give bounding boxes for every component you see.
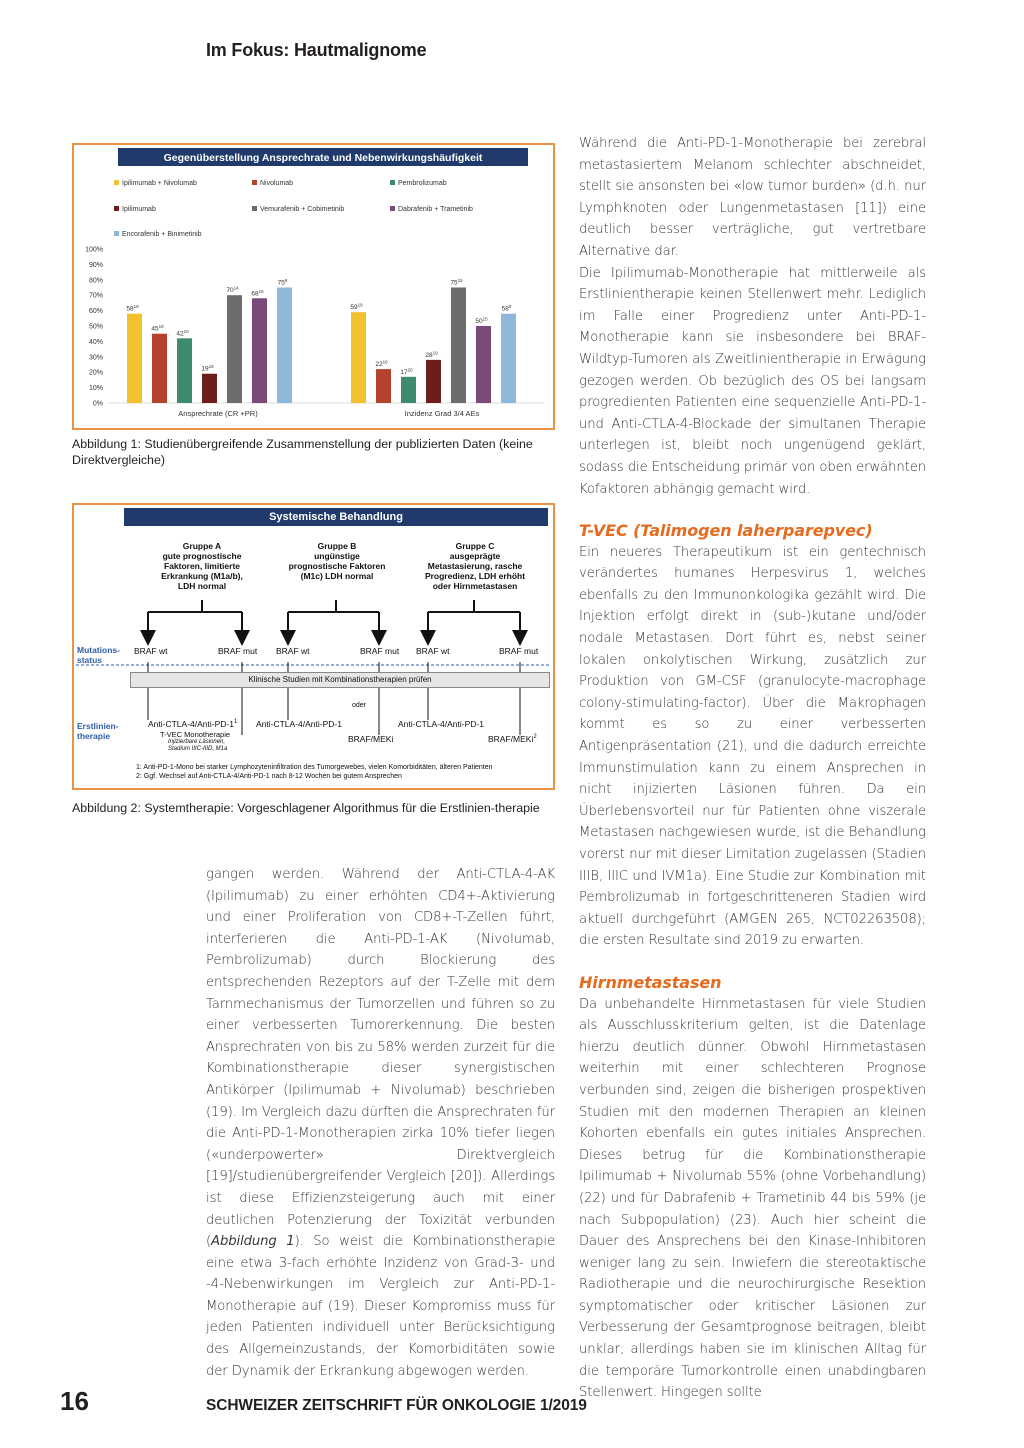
data-label: $50^{15}$ [475, 316, 488, 325]
legend-label: Ipilimumab + Nivolumab [122, 180, 197, 187]
y-tick-label: 100% [85, 246, 103, 254]
legend-swatch [252, 180, 257, 185]
mutation-status-label: Mutations- status [77, 645, 120, 665]
y-tick-label: 0% [92, 400, 103, 408]
legend-label: Ipilimumab [122, 206, 156, 213]
page-number: 16 [60, 1386, 89, 1416]
legend-label: Vemurafenib + Cobimetinib [260, 206, 345, 213]
tvec-sub1: Injizierbare Läsionen, [168, 739, 226, 745]
braf-mut-a: BRAF mut [218, 646, 258, 656]
chart-legend [114, 180, 473, 238]
data-label: $45^{19}$ [151, 324, 164, 333]
data-label: $75^{15}$ [450, 278, 463, 287]
bar [376, 369, 391, 403]
figure-2-title: Systemische Behandlung [124, 508, 548, 526]
braf-wt-a: BRAF wt [134, 646, 168, 656]
data-label: $17^{20}$ [400, 367, 413, 376]
section-heading-tvec: T-VEC (Talimogen laherparepvec) [579, 521, 873, 541]
chart-1 [74, 145, 553, 428]
bar [476, 326, 491, 403]
bar [426, 360, 441, 403]
y-tick-label: 70% [88, 292, 103, 300]
group-c: Gruppe C ausgeprägte Metastasierung, rasche Progredienz, LDH erhöht oder Hirnmetastasen [424, 541, 526, 591]
therapy-b-wt: Anti-CTLA-4/Anti-PD-1 [256, 719, 342, 729]
legend-label: Nivolumab [260, 180, 294, 187]
legend-label: Dabrafenib + Trametinib [398, 206, 473, 213]
figure-1-caption: Abbildung 1: Studienübergreifende Zusammenstellung der publizierten Daten (keine Direktvergleiche) [72, 437, 533, 467]
legend-swatch [114, 231, 119, 236]
right-column [579, 133, 926, 1404]
tvec-therapy: T-VEC Monotherapie [160, 730, 231, 739]
data-label: $75^8$ [277, 278, 288, 287]
braf-wt-b: BRAF wt [276, 646, 310, 656]
data-label: $58^8$ [501, 304, 512, 313]
right-paragraph-1: Während die Anti-PD-1-Monotherapie bei zerebral metastasiertem Melanom schlechter abschneidet, stellt sie ansonsten bei «low tumor burden» (d.h. nur Lymphknoten oder Lungenmetastasen [11]) eine deutlich besser verträgliche, gut vertretbare Alternative dar. [579, 136, 926, 259]
data-label: $70^{14}$ [226, 285, 239, 295]
legend-swatch [114, 180, 119, 185]
bar [152, 334, 167, 403]
therapy-c-wt: Anti-CTLA-4/Anti-PD-1 [398, 719, 484, 729]
bar [202, 374, 217, 403]
figure-2-footnote-2: 2: Ggf. Wechsel auf Anti-CTLA-4/Anti-PD-1 nach 8-12 Wochen bei gutem Ansprechen [136, 773, 402, 780]
braf-mut-b: BRAF mut [360, 646, 400, 656]
data-label: $28^{19}$ [425, 350, 438, 359]
y-tick-label: 40% [88, 338, 103, 346]
chart-title: Gegenüberstellung Ansprechrate und Nebenwirkungshäufigkeit [163, 152, 483, 164]
y-tick-label: 50% [88, 323, 103, 331]
braf-wt-c: BRAF wt [416, 646, 450, 656]
data-label: $68^{15}$ [251, 288, 264, 298]
figure-2-caption: Abbildung 2: Systemtherapie: Vorgeschlagener Algorithmus für die Erstlinien-therapie [72, 801, 540, 815]
bar [252, 298, 267, 403]
first-line-label: Erstlinien- therapie [77, 721, 119, 741]
running-header: Im Fokus: Hautmalignome [206, 40, 427, 60]
right-paragraph-4: Da unbehandelte Hirnmetastasen für viele Studien als Ausschlusskriterium gelten, ist die Datenlage hierzu deutlich dünner. Obwohl Hirnmetastasen weiterhin mit einer schlechteren Prognose verbunden sind, zeigen die bisherigen prospektiven Studien mit den modernen Therapien an kleinen Kohorten ebenfalls ein gutes initiales Ansprechen. Dieses betrug für die Kombinationstherapie Ipilimumab + Nivolumab 55% (ohne Vorbehandlung) (22) und für Dabrafenib + Trametinib 44 bis 59% (je nach Subpopulation) (23). Auch hier scheint die Dauer des Ansprechens bei den Kinase-Inhibitoren weniger lang zu sein. Inwiefern die stereotaktische Radiotherapie und die neurochirurgische Resektion symptomatischer oder kritischer Läsionen zur Verbesserung der Gesamtprognose beitragen, bleibt unklar; allerdings haben sie im klinischen Alltag für die temporäre Tumorkontrolle einen unabdingbaren Stellenwert. Hingegen sollte [579, 996, 926, 1401]
therapy-c-mut: BRAF/MEKi$^2$ [488, 734, 537, 744]
y-tick-label: 10% [88, 385, 103, 393]
legend-swatch [390, 206, 395, 211]
legend-swatch [252, 206, 257, 211]
oder-label: oder [352, 702, 367, 709]
bar [501, 314, 516, 403]
y-tick-label: 80% [88, 277, 103, 285]
section-heading-brain-metastases: Hirnmetastasen [579, 972, 722, 992]
group-a: Gruppe A gute prognostische Faktoren, limitierte Erkrankung (M1a/b), LDH normal [161, 541, 243, 591]
figure-1 [72, 143, 555, 430]
x-category-label: Ansprechrate (CR +PR) [178, 409, 258, 418]
x-axis [178, 409, 479, 418]
data-label: $19^{19}$ [201, 364, 214, 373]
therapy-b-mut: BRAF/MEKi [348, 734, 394, 744]
figure-2 [72, 503, 555, 790]
data-label: $59^{19}$ [350, 302, 363, 312]
y-tick-label: 60% [88, 308, 103, 316]
right-paragraph-2: Die Ipilimumab-Monotherapie hat mittlerweile als Erstlinientherapie keinen Stellenwert mehr. Lediglich im Falle einer Progredienz unter Anti-PD-1-Monotherapie kann sie insbesondere bei BRAF-Wildtyp-Tumoren als Zweitlinientherapie in Erwägung gezogen werden. Ob bezüglich des OS bei langsam progredienten Patienten eine sequenzielle Anti-PD-1- und Anti-CTLA-4-Blockade der simultanen Therapie unterlegen ist, bleibt noch ungenügend geklärt, sodass die Entscheidung primär von oben erwähnten Kofaktoren abhängig gemacht wird. [579, 265, 926, 497]
bar [351, 312, 366, 403]
legend-swatch [114, 206, 119, 211]
left-column [206, 864, 555, 1382]
bar [177, 338, 192, 403]
bar [401, 377, 416, 403]
left-paragraph: gangen werden. Während der Anti-CTLA-4-AK (Ipilimumab) zu einer erhöhten CD4+-Aktivierung und einer Proliferation von CD8+-T-Zellen führt, interferieren die Anti-PD-1-AK (Nivolumab, Pembrolizumab) durch Blockierung des entsprechenden Rezeptors auf der T-Zelle mit dem Tarnmechanismus der Tumorzellen und führen so zu einer verbesserten Tumorerkennung. Die besten Ansprechraten von bis zu 58% werden zurzeit für die Kombinationstherapie dieser synergistischen Antikörper (Ipilimumab + Nivolumab) beschrieben (19). Im Vergleich dazu dürften die Ansprechraten für die Anti-PD-1-Monotherapien zirka 10% tiefer liegen («underpowerter» Direktvergleich [19]/studienübergreifender Vergleich [20]). Allerdings ist diese Effizienzsteigerung auch mit einer deutlichen Potenzierung der Toxizität verbunden (Abbildung 1). So weist die Kombinationstherapie eine etwa 3-fach erhöhte Inzidenz von Grad-3- und -4-Nebenwirkungen im Vergleich zur Anti-PD-1-Monotherapie auf (19). Dieser Kompromiss muss für jeden Patienten individuell unter Berücksichtigung des Allgemeinzustands, der Komorbiditäten sowie der Dynamik der Erkrankung abgewogen werden. [206, 867, 555, 1379]
right-paragraph-3: Ein neueres Therapeutikum ist ein gentechnisch verändertes humanes Herpesvirus 1, welches ebenfalls zu den Immunonkologika gezählt wird. Die Injektion erfolgt direkt in (sub-)kutane und/oder nodale Metastasen. Dort führt es, nebst seiner lokalen onkolytischen Wirkung, zusätzlich zur Produktion von GM-CSF (granulocyte-macrophage colony-stimulating-factor). Über die Makrophagen kommt es so zu einer verbesserten Antigenpräsentation (21), und die dadurch erreichte Immunstimulation kann zu einem Ansprechen in nicht injizierten Läsionen führen. Da ein Überlebensvorteil nur für Patienten ohne viszerale Metastasen nachgewiesen wurde, ist die Behandlung vorerst nur mit dieser Limitation zugelassen (Stadien IIIB, IIIC und IVM1a). Eine Studie zur Kombination mit Pembrolizumab in fortgeschritteneren Stadien wird aktuell durchgeführt (AMGEN 265, NCT02263508); die ersten Resultate sind 2019 zu erwarten. [579, 544, 926, 949]
bars [126, 278, 516, 403]
bar [127, 314, 142, 403]
x-category-label: Inzidenz Grad 3/4 AEs [404, 409, 480, 418]
braf-mut-c: BRAF mut [499, 646, 539, 656]
y-tick-label: 30% [88, 354, 103, 362]
tvec-sub2: Stadium IIIC-IIID, M1a [168, 746, 228, 752]
legend-swatch [390, 180, 395, 185]
data-label: $58^{19}$ [126, 304, 139, 313]
y-tick-label: 90% [88, 261, 103, 269]
bar [227, 295, 242, 403]
legend-label: Pembrolizumab [398, 180, 447, 187]
journal-name: SCHWEIZER ZEITSCHRIFT FÜR ONKOLOGIE 1/2019 [206, 1397, 587, 1414]
figure-2-footnote-1: 1: Anti-PD-1-Mono bei starker Lymphozyteninfiltration des Tumorgewebes, vielen Komorbiditäten, älteren Patienten [136, 764, 493, 771]
legend-label: Encorafenib + Binimetinib [122, 231, 202, 238]
bar [277, 288, 292, 404]
group-b: Gruppe B ungünstige prognostische Faktoren (M1c) LDH normal [288, 541, 386, 581]
therapy-a-wt: Anti-$CTLA-4/Anti-PD-1^1$ [148, 719, 238, 729]
data-label: $22^{19}$ [375, 359, 388, 369]
bar [451, 288, 466, 404]
trials-bar: Klinische Studien mit Kombinationstherapien prüfen [130, 672, 550, 688]
y-tick-label: 20% [88, 369, 103, 377]
data-label: $42^{10}$ [176, 328, 189, 338]
